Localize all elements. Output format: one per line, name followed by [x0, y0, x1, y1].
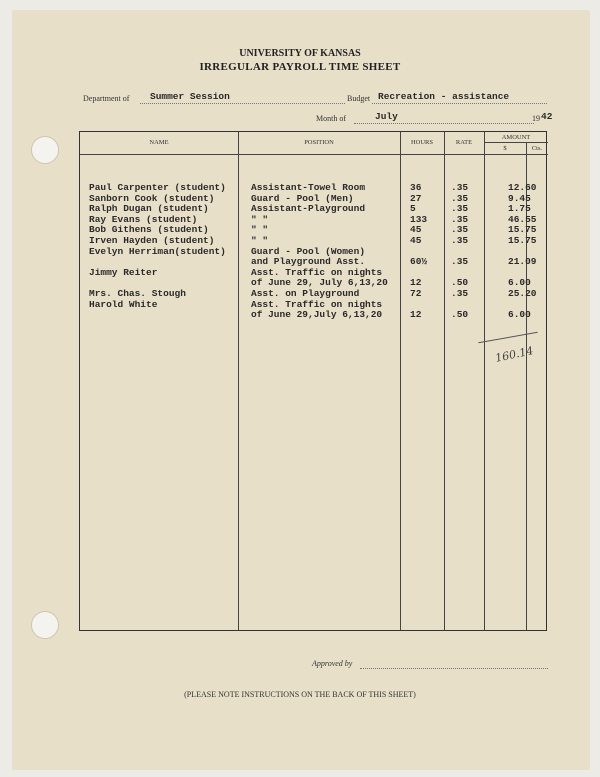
name-cell: Mrs. Chas. Stough — [89, 288, 186, 299]
amount-cell: 6.00 — [508, 277, 531, 289]
col-dollars-header: $ — [503, 145, 507, 152]
hours-cell: 27 — [410, 192, 422, 204]
hours-cell: 133 — [410, 213, 428, 225]
position-cell: Assistant-Towel Room — [251, 182, 366, 193]
position-cell: " " — [251, 235, 269, 246]
position-cell: Guard - Pool (Men) — [251, 192, 354, 204]
rate-cell: .35 — [451, 224, 469, 236]
year-prefix: 19 — [532, 114, 540, 123]
handwritten-total: 160.14 — [494, 344, 535, 365]
hours-cell: 45 — [410, 224, 422, 236]
col-hours-header: HOURS — [410, 139, 434, 146]
hours-cell: 60½ — [410, 256, 428, 268]
hours-cell: 5 — [410, 203, 416, 215]
rate-cell: .35 — [451, 213, 469, 225]
position-cell: " " — [251, 224, 269, 236]
year-value: 42 — [541, 111, 553, 122]
position-cell: " " — [251, 213, 269, 225]
amount-cell: 21.09 — [508, 256, 537, 268]
hours-cell: 36 — [410, 182, 422, 193]
payroll-table — [79, 131, 547, 631]
rate-cell: .50 — [451, 309, 469, 321]
position-cell: Assistant-Playground — [251, 203, 366, 215]
name-cell: Jimmy Reiter — [89, 266, 158, 278]
amount-cell: 15.75 — [508, 224, 537, 236]
name-cell: Evelyn Herriman(student) — [89, 245, 226, 257]
amount-cell: 15.75 — [508, 235, 537, 246]
amount-cell: 6.00 — [508, 309, 531, 321]
rate-cell: .35 — [451, 182, 469, 193]
col-cents-header: Cts. — [531, 145, 543, 152]
department-line — [140, 103, 345, 104]
table-row — [80, 309, 548, 321]
budget-line — [372, 103, 547, 104]
month-line — [354, 123, 534, 124]
name-cell: Paul Carpenter (student) — [89, 182, 226, 193]
rate-cell: .35 — [451, 235, 469, 246]
month-value: July — [375, 111, 398, 122]
rate-cell: .35 — [451, 256, 469, 268]
position-cell: and Playground Asst. — [251, 256, 366, 268]
amount-cell: 12.60 — [508, 182, 537, 193]
amount-cell: 1.75 — [508, 203, 531, 215]
name-cell: Sanborn Cook (student) — [89, 192, 215, 204]
binder-hole-top — [31, 136, 59, 164]
position-cell: of June 29, July 6,13,20 — [251, 277, 388, 289]
rate-cell: .35 — [451, 288, 469, 299]
approved-label: Approved by — [312, 659, 353, 668]
position-cell: Asst. on Playground — [251, 288, 360, 299]
department-label: Department of — [83, 94, 130, 103]
position-cell: of June 29,July 6,13,20 — [251, 309, 383, 321]
hours-cell: 12 — [410, 309, 422, 321]
name-cell: Harold White — [89, 298, 158, 310]
header-divider — [80, 154, 548, 155]
amount-cell: 25.20 — [508, 288, 537, 299]
footer-note: (PLEASE NOTE INSTRUCTIONS ON THE BACK OF THIS SHEET) — [184, 690, 416, 699]
col-amount-header: AMOUNT — [501, 134, 531, 141]
department-value: Summer Session — [150, 91, 230, 102]
position-cell: Guard - Pool (Women) — [251, 245, 366, 257]
sheet-title: IRREGULAR PAYROLL TIME SHEET — [199, 61, 401, 73]
rate-cell: .50 — [451, 277, 469, 289]
col-name-header: NAME — [149, 139, 169, 146]
amount-cell: 9.45 — [508, 192, 531, 204]
binder-hole-bottom — [31, 611, 59, 639]
hours-cell: 72 — [410, 288, 422, 299]
position-cell: Asst. Traffic on nights — [251, 298, 383, 310]
position-cell: Asst. Traffic on nights — [251, 266, 383, 278]
amount-subdivider — [484, 142, 548, 143]
university-heading: UNIVERSITY OF KANSAS — [239, 48, 361, 59]
month-label: Month of — [316, 114, 346, 123]
name-cell: Irven Hayden (student) — [89, 235, 215, 246]
name-cell: Ray Evans (student) — [89, 213, 198, 225]
budget-value: Recreation - assistance — [378, 91, 510, 102]
approved-line — [360, 668, 548, 669]
col-rate-header: RATE — [455, 139, 473, 146]
amount-cell: 46.55 — [508, 213, 537, 225]
name-cell: Ralph Dugan (student) — [89, 203, 209, 215]
name-cell: Bob Githens (student) — [89, 224, 209, 236]
col-position-header: POSITION — [304, 139, 334, 146]
rate-cell: .35 — [451, 203, 469, 215]
hours-cell: 12 — [410, 277, 422, 289]
budget-label: Budget — [347, 94, 371, 103]
rate-cell: .35 — [451, 192, 469, 204]
hours-cell: 45 — [410, 235, 422, 246]
